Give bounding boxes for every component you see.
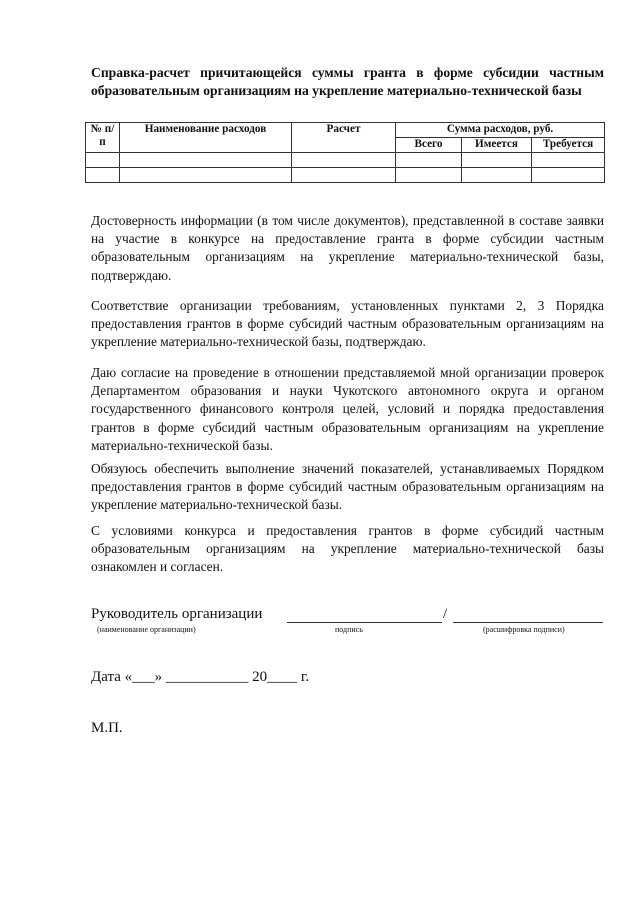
header-number: № п/п — [86, 123, 120, 153]
table-cell[interactable] — [462, 168, 532, 183]
table-cell[interactable] — [396, 168, 462, 183]
expenses-table — [85, 122, 605, 183]
header-total: Всего — [396, 138, 462, 153]
signature-block — [91, 605, 604, 641]
table-header-row — [86, 123, 605, 138]
document-title: Справка-расчет причитающейся суммы гранта в форме субсидии частным образовательным организациям на укрепление материально-технической базы — [91, 65, 604, 98]
stamp-placeholder: М.П. — [91, 720, 123, 736]
header-calculation: Расчет — [292, 123, 396, 153]
table-cell[interactable] — [532, 168, 605, 183]
caption-signature-decode: (расшифровка подписи) — [483, 625, 565, 634]
header-expense-sum: Сумма расходов, руб. — [396, 123, 605, 138]
signature-label: Руководитель организации — [91, 606, 263, 622]
table-cell[interactable] — [462, 153, 532, 168]
caption-signature: подпись — [335, 625, 363, 634]
table-cell[interactable] — [120, 168, 292, 183]
paragraph-reliability: Достоверность информации (в том числе документов), представленной в составе заявки на участие в конкурсе на предоставление гранта в форме субсидии частным образовательным организациям на укрепление материально-технической базы, подтверждаю. — [91, 213, 604, 283]
table-cell[interactable] — [532, 153, 605, 168]
paragraph-inspection-consent: Даю согласие на проведение в отношении представляемой мной организации проверок Департаментом образования и науки Чукотского автономного округа и органом государственного финансового контроля целей, условий и порядка предоставления грантов в форме субсидий частным образовательным организациям на укрепление материально-технической базы. — [91, 365, 604, 453]
table-cell[interactable] — [292, 153, 396, 168]
table-cell[interactable] — [292, 168, 396, 183]
table-cell[interactable] — [120, 153, 292, 168]
header-expense-name: Наименование расходов — [120, 123, 292, 153]
signature-decode-line[interactable] — [453, 622, 603, 623]
table-cell[interactable] — [86, 168, 120, 183]
signature-slash: / — [443, 606, 448, 622]
date-line: Дата «___» ___________ 20____ г. — [91, 669, 310, 685]
table-cell[interactable] — [86, 153, 120, 168]
header-available: Имеется — [462, 138, 532, 153]
table-row — [86, 153, 605, 168]
paragraph-acknowledgement: С условиями конкурса и предоставления грантов в форме субсидий частным образовательным организациям на укрепление материально-технической базы ознакомлен и согласен. — [91, 523, 604, 575]
table-cell[interactable] — [396, 153, 462, 168]
signature-line[interactable] — [287, 622, 442, 623]
table-row — [86, 168, 605, 183]
paragraph-compliance: Соответствие организации требованиям, установленных пунктами 2, 3 Порядка предоставления грантов в форме субсидий частным образовательным организациям на укрепление материально-технической базы, подтверждаю. — [91, 298, 604, 350]
caption-organization: (наименование организации) — [97, 625, 196, 634]
paragraph-obligation: Обязуюсь обеспечить выполнение значений показателей, устанавливаемых Порядком предоставления грантов в форме субсидий частным образовательным организациям на укрепление материально-технической базы. — [91, 461, 604, 513]
header-required: Требуется — [532, 138, 605, 153]
